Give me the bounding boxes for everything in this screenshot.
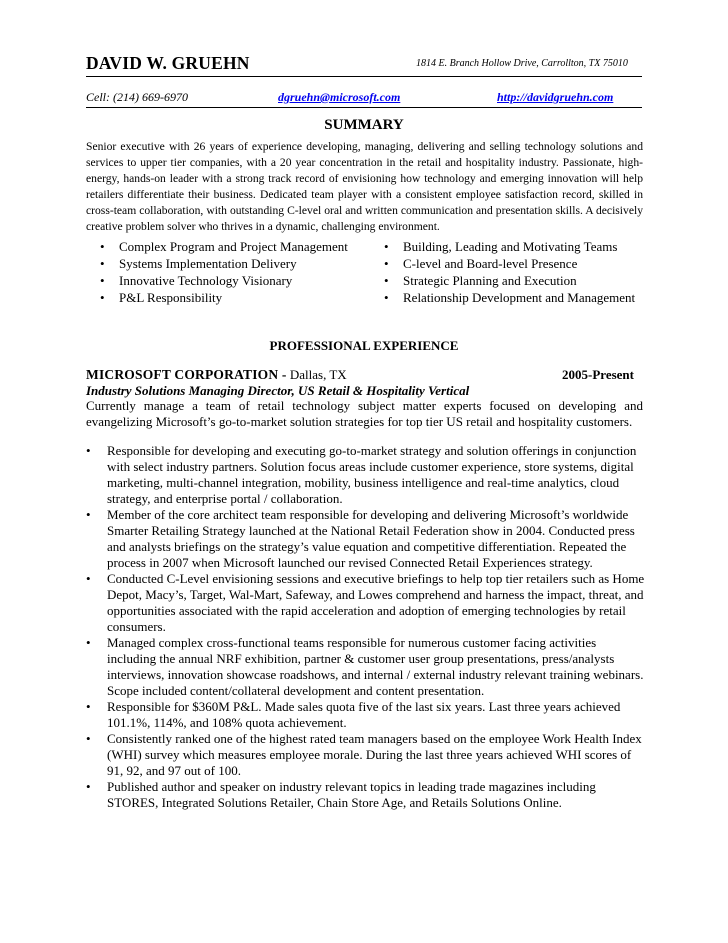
skill-item: • C-level and Board-level Presence [384, 255, 635, 272]
company-name: MICROSOFT CORPORATION - [86, 367, 287, 382]
skill-item: • Complex Program and Project Management [100, 238, 348, 255]
responsibility-item: • Consistently ranked one of the highest rated team managers based on the employee Work Health Index (WHI) survey which measures employee morale. During the last three years achieved WHI scores of 91, 92, and 97 out of 100. [86, 731, 646, 779]
employment-dates: 2005-Present [562, 367, 634, 382]
job-title: Industry Solutions Managing Director, US Retail & Hospitality Vertical [86, 383, 470, 398]
responsibility-item: • Responsible for $360M P&L. Made sales quota five of the last six years. Last three years achieved 101.1%, 114%, and 108% quota achievement. [86, 699, 646, 731]
contact-divider [86, 107, 642, 108]
summary-heading: SUMMARY [324, 117, 404, 133]
skill-item: • Systems Implementation Delivery [100, 255, 348, 272]
responsibility-item: • Published author and speaker on industry relevant topics in leading trade magazines including STORES, Integrated Solutions Retailer, Chain Store Age, and Retails Solutions Online. [86, 779, 646, 811]
company-line [86, 367, 634, 383]
responsibility-item: • Responsible for developing and executing go-to-market strategy and solution offerings in conjunction with select industry partners. Solution focus areas include customer experience, store systems, digital marketing, multi-channel integration, mobility, business intelligence and real-time analytics, cloud strategy, and enterprise portal / collaboration. [86, 443, 646, 507]
skills-list-right [384, 238, 635, 306]
company-location: Dallas, TX [286, 367, 347, 382]
email-link[interactable]: dgruehn@microsoft.com [278, 90, 401, 104]
summary-paragraph: Senior executive with 26 years of experience developing, managing, delivering and selling technology solutions and services to upper tier companies, with a 20 year concentration in the retail and hospitality industry. Passionate, high-energy, hands-on leader with a strong track record of envisioning how technology and emerging innovation will help retailers differentiate their business. Dedicated team player with a consistent employee satisfaction record, skilled in cross-team collaboration, with outstanding C-level oral and written communication and presentation skills. A decisively creative problem solver who thrives in a dynamic, challenging environment. [86, 140, 643, 233]
cell-phone: Cell: (214) 669-6970 [86, 90, 188, 104]
website-link[interactable]: http://davidgruehn.com [497, 90, 614, 104]
responsibility-item: • Member of the core architect team responsible for developing and delivering Microsoft’s worldwide Smarter Retailing Strategy launched at the National Retail Federation show in 2004. Conducted press and analysts briefings on the strategy’s value equation and competitive differentiation. Repeated the process in 2007 when Microsoft launched our revised Connected Retail Experiences strategy. [86, 507, 646, 571]
skill-item: • P&L Responsibility [100, 289, 348, 306]
skills-list-left [100, 238, 348, 306]
job-description: Currently manage a team of retail technology subject matter experts focused on developing and evangelizing Microsoft’s go-to-market solution strategies for top tier US retail and hospitality customers. [86, 398, 643, 429]
header-divider [86, 76, 642, 77]
skill-item: • Building, Leading and Motivating Teams [384, 238, 635, 255]
candidate-name: DAVID W. GRUEHN [86, 53, 250, 73]
skill-item: • Innovative Technology Visionary [100, 272, 348, 289]
responsibility-list [86, 443, 646, 811]
responsibility-item: • Conducted C-Level envisioning sessions and executive briefings to help top tier retailers such as Home Depot, Macy’s, Target, Wal-Mart, Safeway, and Lowes comprehend and harness the impact, threat, and opportunities associated with the rapid acceleration and adoption of emerging technologies by retail consumers. [86, 571, 646, 635]
address: 1814 E. Branch Hollow Drive, Carrollton, TX 75010 [416, 58, 628, 69]
skill-item: • Strategic Planning and Execution [384, 272, 635, 289]
experience-heading: PROFESSIONAL EXPERIENCE [269, 338, 459, 353]
responsibility-item: • Managed complex cross-functional teams responsible for numerous customer facing activities including the annual NRF exhibition, partner & customer user group presentations, press/analysts interviews, innovation showcase roadshows, and internal / external industry relevant training webinars. Scope included content/collateral development and content presentation. [86, 635, 646, 699]
skill-item: • Relationship Development and Management [384, 289, 635, 306]
